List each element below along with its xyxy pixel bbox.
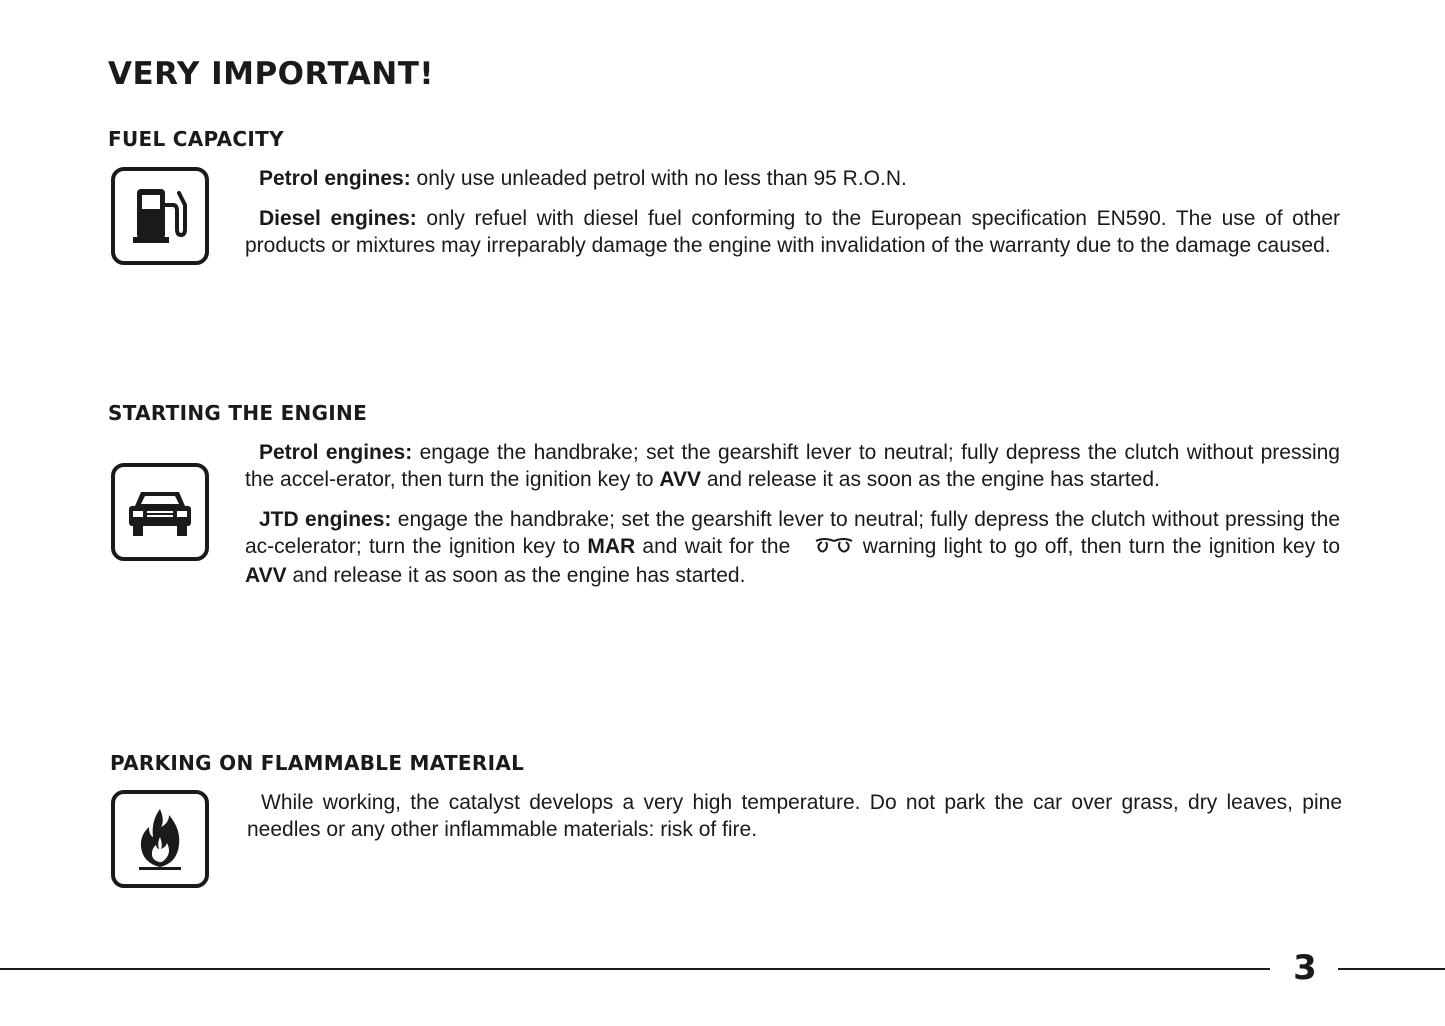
parking-flammable-text: [247, 789, 1342, 856]
flame-icon: [111, 790, 209, 888]
paragraph-petrol-fuel: [245, 165, 1340, 192]
key-position-avv-2: AVV: [245, 564, 287, 587]
section-heading-fuel-capacity: FUEL CAPACITY: [108, 127, 284, 151]
text-jtd-start-2: and wait for the: [635, 535, 798, 558]
text-jtd-start-3: warning light to go off, then turn the ignition key to: [855, 535, 1340, 558]
text-diesel-fuel: only refuel with diesel fuel conforming to the European specification EN590. The use of other products or mixtures may irreparably damage the engine with invalidation of the warranty due to the damage caused.: [245, 207, 1340, 257]
footer-rule-right: [1338, 968, 1445, 970]
text-jtd-start-1: engage the handbrake; set the gearshift lever to neutral; fully depress the clutch without pressing the ac-celerator; turn the ignition key to: [245, 508, 1340, 558]
paragraph-catalyst-warning: While working, the catalyst develops a very high temperature. Do not park the car over grass, dry leaves, pine needles or any other inflammable materials: risk of fire.: [247, 791, 1342, 841]
text-petrol-start-1: engage the handbrake; set the gearshift lever to neutral; fully depress the clutch without pressing the accel-erator, then turn the ignition key to: [245, 441, 1340, 491]
label-petrol-engines: Petrol engines:: [259, 167, 411, 190]
section-heading-parking-flammable: PARKING ON FLAMMABLE MATERIAL: [110, 751, 525, 775]
paragraph-diesel-fuel: [245, 205, 1340, 259]
key-position-avv: AVV: [659, 468, 702, 491]
page-number: 3: [1293, 948, 1317, 988]
text-petrol-fuel: only use unleaded petrol with no less than 95 R.O.N.: [410, 167, 907, 190]
starting-engine-text: [245, 439, 1340, 602]
section-heading-starting-engine: STARTING THE ENGINE: [108, 401, 368, 425]
label-diesel-engines: Diesel engines:: [259, 207, 417, 230]
glow-plug-icon: [800, 535, 854, 562]
car-front-icon: [111, 463, 209, 561]
footer-rule-left: [0, 968, 1270, 970]
fuel-capacity-text: [245, 165, 1340, 272]
label-petrol-engines-start: Petrol engines:: [259, 441, 413, 464]
paragraph-jtd-start: [245, 506, 1340, 589]
text-jtd-start-4: and release it as soon as the engine has started.: [286, 564, 746, 587]
fuel-pump-icon: [111, 167, 209, 265]
page-title: VERY IMPORTANT!: [108, 56, 434, 92]
label-jtd-engines: JTD engines:: [259, 508, 392, 531]
key-position-mar: MAR: [587, 535, 636, 558]
text-petrol-start-2: and release it as soon as the engine has started.: [701, 468, 1160, 491]
paragraph-petrol-start: [245, 439, 1340, 493]
